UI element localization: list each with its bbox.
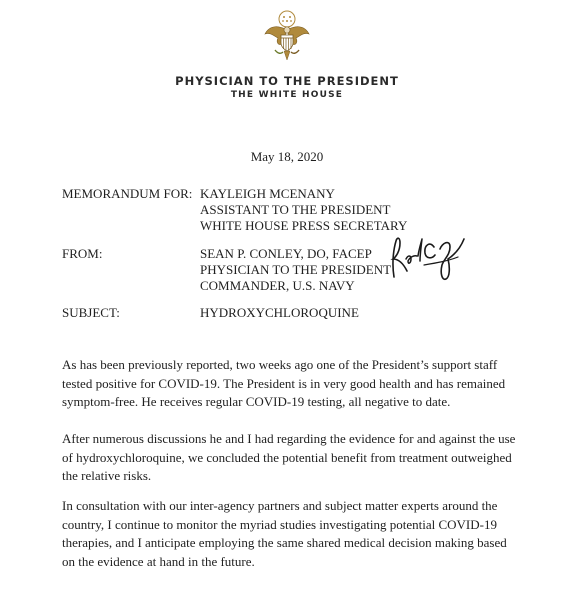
memo-date: May 18, 2020	[250, 149, 324, 164]
letterhead-subtitle: THE WHITE HOUSE	[230, 90, 344, 100]
memo-from-sender	[200, 246, 391, 294]
letterhead-title: PHYSICIAN TO THE PRESIDENT	[175, 74, 399, 88]
body-paragraph: In consultation with our inter-agency partners and subject matter experts around the country, I continue to monitor the myriad studies investigating potential COVID-19 therapies, and I anticipate employing the same shared medical decision making based on the evidence at hand in the future.	[62, 498, 507, 569]
memo-subject-value: HYDROXYCHLOROQUINE	[200, 305, 359, 320]
signature-icon	[384, 225, 476, 285]
sender-rank: COMMANDER, U.S. NAVY	[200, 278, 355, 293]
memo-from-label: FROM:	[62, 246, 103, 261]
memo-for-label: MEMORANDUM FOR:	[62, 186, 193, 201]
body-paragraph: After numerous discussions he and I had regarding the evidence for and against the use of hydroxychloroquine, we concluded the potential benefit from treatment outweighed the relative risks.	[62, 431, 516, 483]
memo-for-recipient	[200, 186, 407, 234]
body-paragraph: As has been previously reported, two weeks ago one of the President’s support staff tested positive for COVID-19. The President is in very good health and has remained symptom-free. He receives regular COVID-19 testing, all negative to date.	[62, 357, 506, 409]
recipient-title: ASSISTANT TO THE PRESIDENT	[200, 202, 391, 217]
recipient-office: WHITE HOUSE PRESS SECRETARY	[200, 218, 408, 233]
seal-icon	[262, 10, 312, 64]
memo-subject-label: SUBJECT:	[62, 305, 120, 320]
sender-title: PHYSICIAN TO THE PRESIDENT	[200, 262, 392, 277]
recipient-name: KAYLEIGH MCENANY	[200, 186, 335, 201]
sender-name: SEAN P. CONLEY, DO, FACEP	[200, 246, 372, 261]
